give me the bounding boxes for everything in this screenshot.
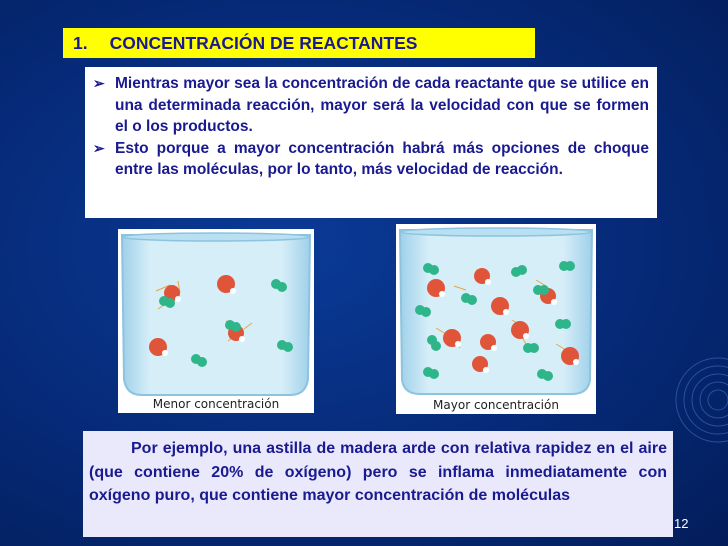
beaker-low-illustration <box>118 229 314 413</box>
beaker-low-label: Menor concentración <box>152 397 280 411</box>
arrow-bullet-icon: ➢ <box>93 139 105 156</box>
page-number: 12 <box>674 516 689 531</box>
beaker-high-illustration <box>396 224 596 414</box>
bullet-text: Mientras mayor sea la concentración de cada reactante que se utilice en una determinada reacción, mayor será la velocidad con que se formen el o los productos. <box>115 75 649 135</box>
bullet-list <box>85 67 657 218</box>
bullet-item <box>93 138 649 181</box>
example-text: Por ejemplo, una astilla de madera arde con relativa rapidez en el aire (que contiene 20% de oxígeno) pero se inflama inmediatamente con oxígeno puro, que contiene mayor concentración de moléculas <box>89 440 667 504</box>
title-text: CONCENTRACIÓN DE REACTANTES <box>109 32 418 53</box>
beaker-high-label: Mayor concentración <box>433 398 559 412</box>
bullet-text: Esto porque a mayor concentración habrá más opciones de choque entre las moléculas, por lo tanto, más velocidad de reacción. <box>115 139 649 178</box>
arrow-bullet-icon: ➢ <box>93 75 105 91</box>
title-number: 1. <box>73 32 88 53</box>
bullet-item <box>93 73 649 138</box>
beaker-low-concentration <box>118 229 314 413</box>
slide-title <box>63 28 535 58</box>
example-paragraph <box>83 431 673 537</box>
beaker-high-concentration <box>396 224 596 414</box>
